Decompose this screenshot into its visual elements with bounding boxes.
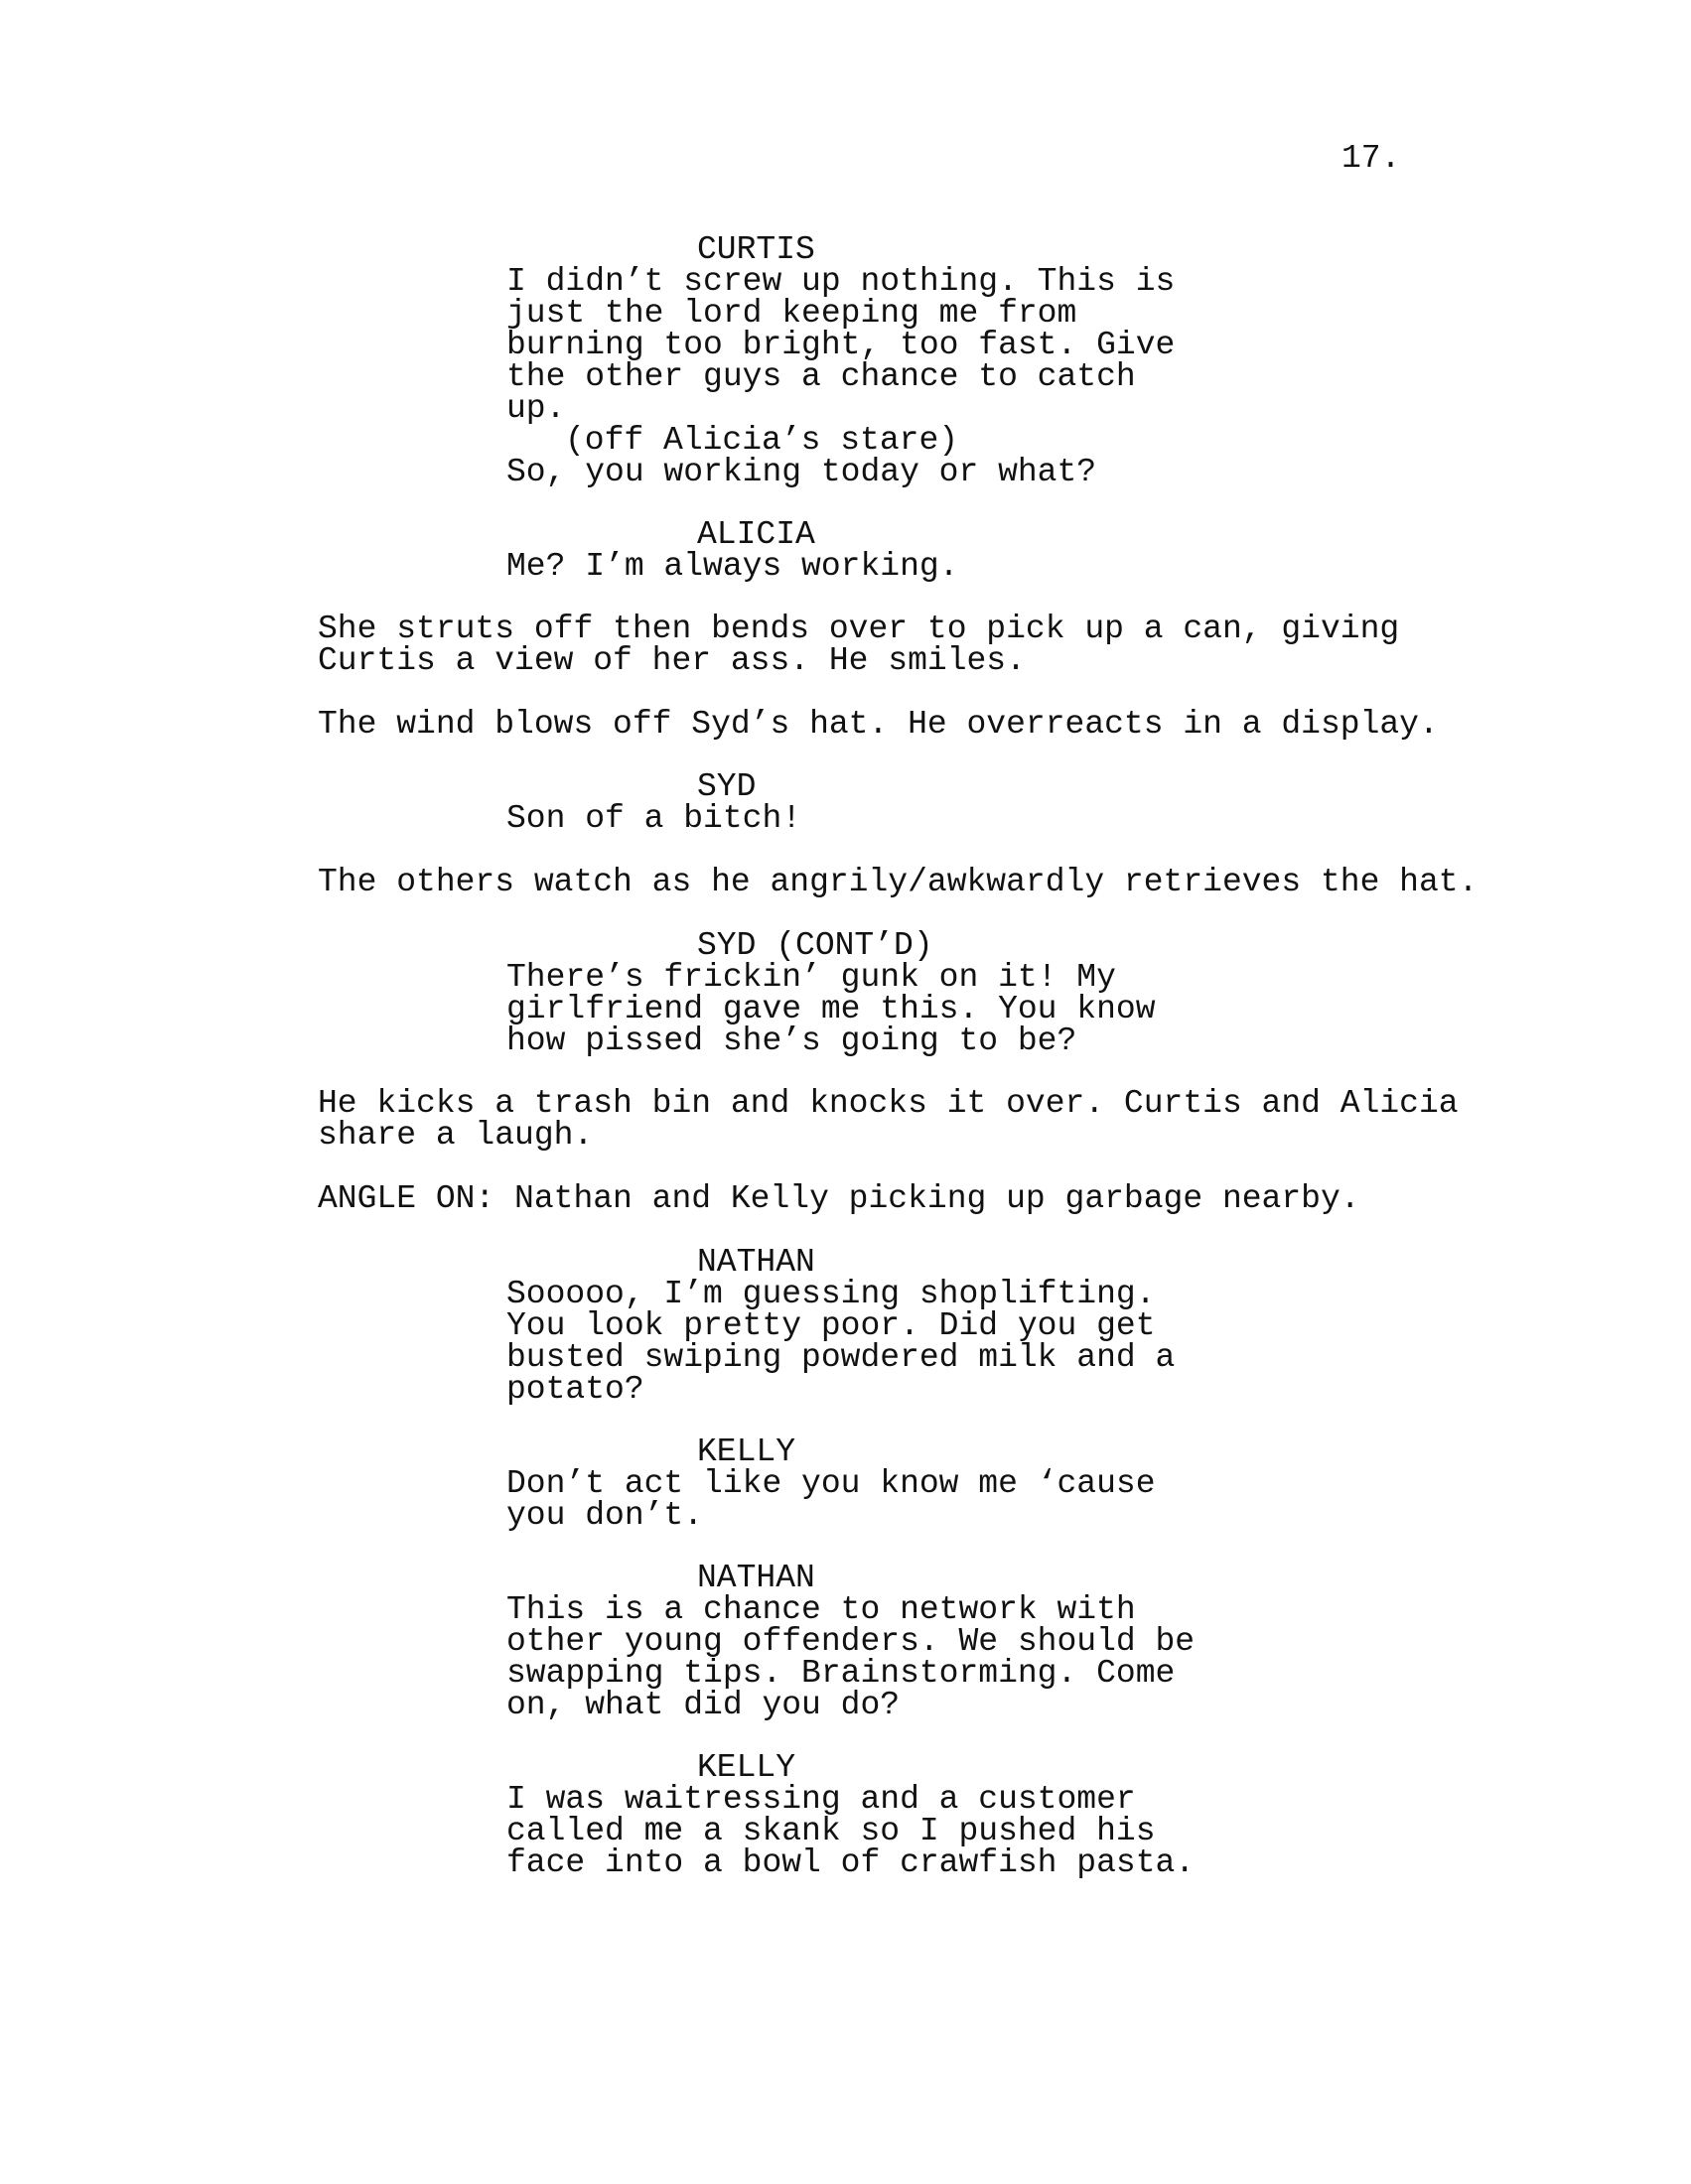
dialogue-line: Son of a bitch! <box>506 800 802 837</box>
dialogue-line: how pissed she’s going to be? <box>506 1023 1077 1059</box>
dialogue-line: the other guys a chance to catch <box>506 358 1136 395</box>
dialogue-line: up. <box>506 390 566 427</box>
dialogue-line: Me? I’m always working. <box>506 548 959 585</box>
dialogue-line: Sooooo, I’m guessing shoplifting. <box>506 1276 1156 1312</box>
action-line: ANGLE ON: Nathan and Kelly picking up garbage nearby. <box>318 1180 1360 1217</box>
dialogue-line: I didn’t screw up nothing. This is <box>506 263 1176 300</box>
dialogue-line: you don’t. <box>506 1497 704 1534</box>
character-cue: NATHAN <box>697 1244 815 1281</box>
dialogue-line: potato? <box>506 1371 644 1408</box>
page-number: 17. <box>1341 140 1401 177</box>
action-line: He kicks a trash bin and knocks it over. Curtis and Alicia <box>318 1085 1459 1122</box>
action-line: share a laugh. <box>318 1117 594 1154</box>
dialogue-line: So, you working today or what? <box>506 454 1097 490</box>
character-cue: SYD <box>697 768 757 805</box>
character-cue: CURTIS <box>697 231 815 268</box>
action-line: The others watch as he angrily/awkwardly retrieves the hat. <box>318 864 1479 900</box>
dialogue-line: called me a skank so I pushed his <box>506 1813 1156 1849</box>
character-cue: SYD (CONT’D) <box>697 927 933 964</box>
dialogue-line: face into a bowl of crawfish pasta. <box>506 1844 1196 1881</box>
action-line: The wind blows off Syd’s hat. He overreacts in a display. <box>318 706 1439 743</box>
dialogue-line: There’s frickin’ gunk on it! My <box>506 959 1116 996</box>
parenthetical: (off Alicia’s stare) <box>565 422 959 459</box>
action-line: Curtis a view of her ass. He smiles. <box>318 642 1026 679</box>
action-line: She struts off then bends over to pick up a can, giving <box>318 611 1400 647</box>
dialogue-line: I was waitressing and a customer <box>506 1781 1136 1818</box>
dialogue-line: girlfriend gave me this. You know <box>506 991 1156 1027</box>
dialogue-line: other young offenders. We should be <box>506 1623 1196 1660</box>
character-cue: KELLY <box>697 1433 796 1470</box>
dialogue-line: This is a chance to network with <box>506 1591 1136 1628</box>
character-cue: ALICIA <box>697 516 815 553</box>
dialogue-line: burning too bright, too fast. Give <box>506 327 1176 363</box>
dialogue-line: just the lord keeping me from <box>506 295 1077 332</box>
dialogue-line: swapping tips. Brainstorming. Come <box>506 1655 1176 1692</box>
dialogue-line: Don’t act like you know me ‘cause <box>506 1465 1156 1502</box>
dialogue-line: busted swiping powdered milk and a <box>506 1339 1176 1376</box>
character-cue: KELLY <box>697 1749 796 1786</box>
dialogue-line: You look pretty poor. Did you get <box>506 1307 1156 1344</box>
dialogue-line: on, what did you do? <box>506 1687 901 1723</box>
character-cue: NATHAN <box>697 1560 815 1596</box>
